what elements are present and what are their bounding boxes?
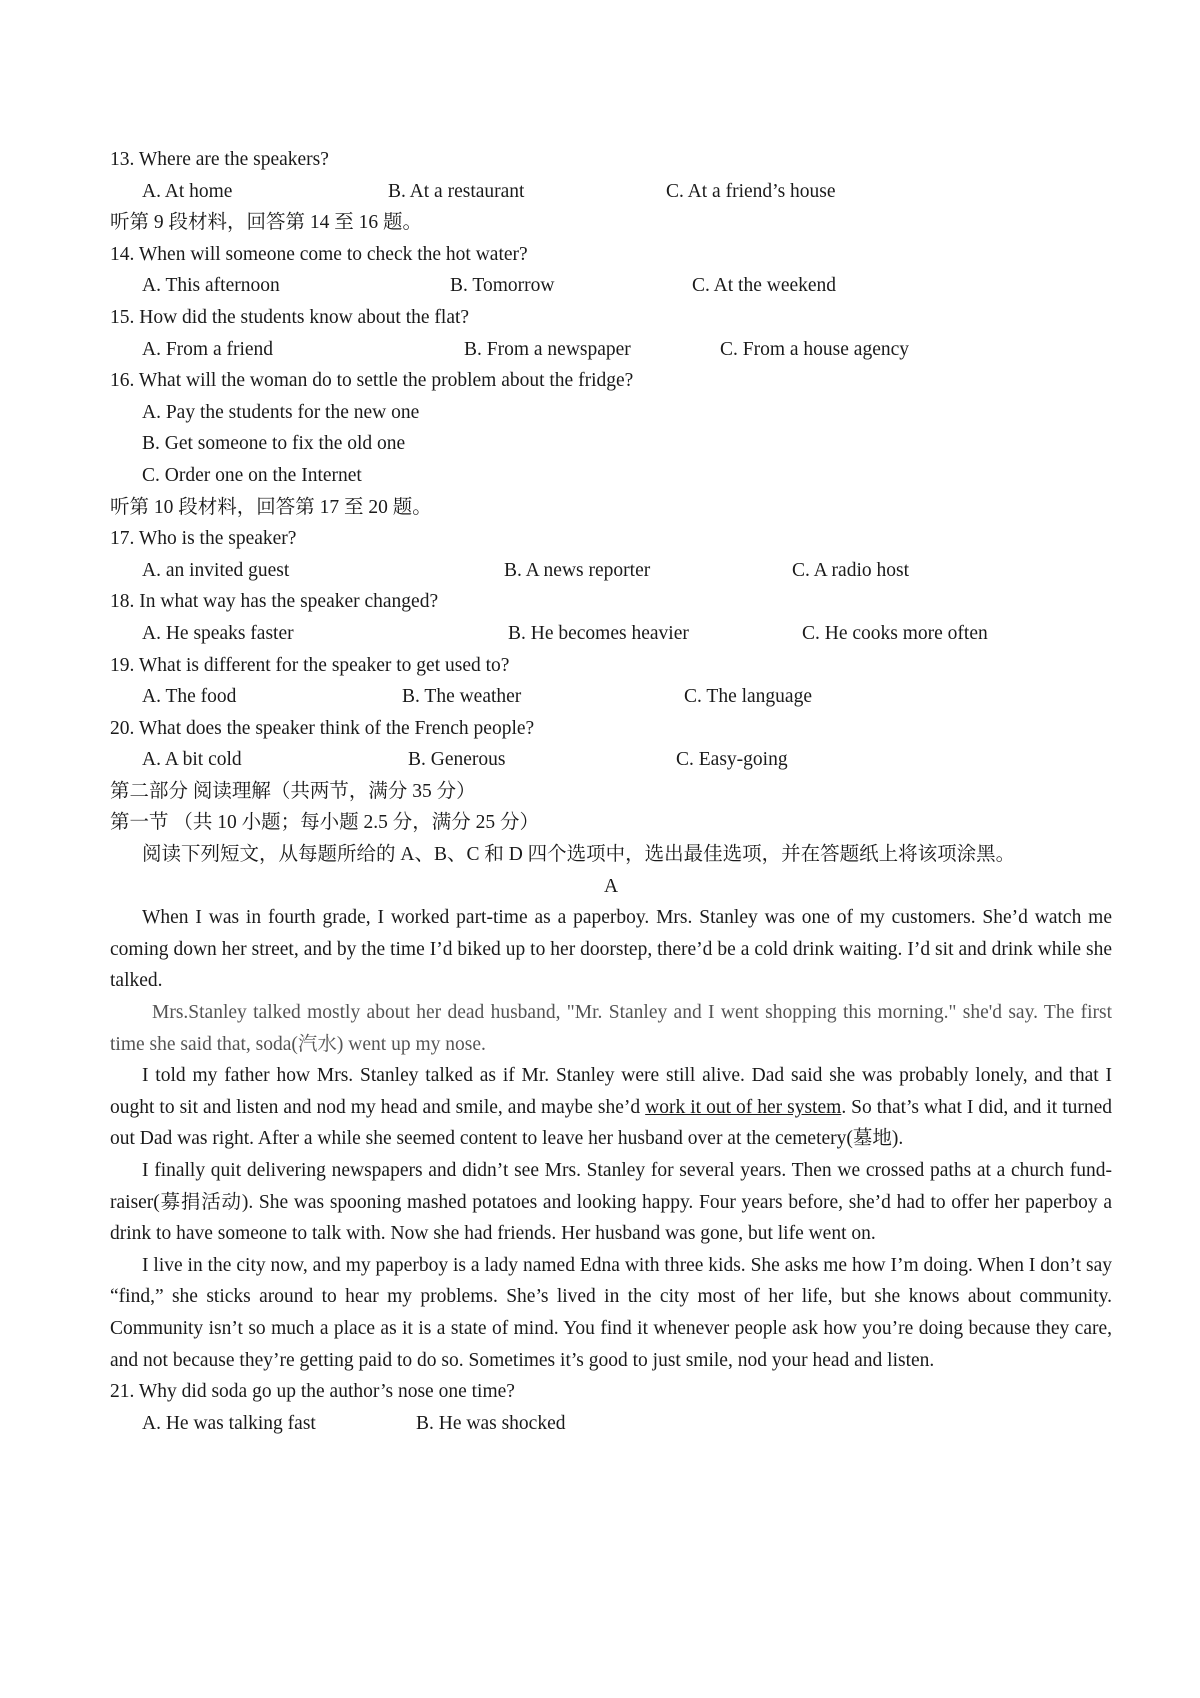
part-two-heading: 第二部分 阅读理解（共两节，满分 35 分） (110, 780, 476, 802)
option-b: B. A news reporter (504, 559, 651, 581)
passage-paragraph-1: When I was in fourth grade, I worked part-time as a paperboy. Mrs. Stanley was one of my customers. She’d watch me coming down her street, and by the time I’d biked up to her doorstep, there’d be a cold drink waiting. I’d sit and drink while she talked. (110, 907, 1112, 992)
passage-paragraph-2: Mrs.Stanley talked mostly about her dead husband, "Mr. Stanley and I went shopping this morning." she'd say. The first time she said that, soda(汽水) went up my nose. (110, 1002, 1112, 1055)
section-heading-10: 听第 10 段材料，回答第 17 至 20 题。 (110, 496, 432, 518)
option-a: A. He was talking fast (142, 1412, 316, 1434)
option-b: B. He was shocked (416, 1412, 566, 1434)
question-16: 16. What will the woman do to settle the problem about the fridge? (110, 370, 634, 392)
question-13: 13. Where are the speakers? (110, 149, 329, 170)
passage-paragraph-4: I finally quit delivering newspapers and didn’t see Mrs. Stanley for several years. Then we crossed paths at a church fund-raiser(募捐活动). She was spooning mashed potatoes and looking happy. Four years before, she’d had to offer her paperboy a drink to have someone to talk with. Now she had friends. Her husband was gone, but life went on. (110, 1160, 1112, 1245)
option-c: C. Order one on the Internet (142, 464, 362, 486)
question-21: 21. Why did soda go up the author’s nose one time? (110, 1381, 515, 1403)
option-c: C. A radio host (792, 559, 910, 581)
question-15-options (110, 334, 1112, 366)
question-20-options (110, 744, 1112, 776)
option-a: A. Pay the students for the new one (142, 401, 420, 423)
option-a: A. At home (142, 180, 233, 202)
option-a: A. This afternoon (142, 275, 280, 297)
question-17: 17. Who is the speaker? (110, 528, 297, 550)
exam-page (110, 144, 1112, 1439)
option-b: B. The weather (402, 686, 522, 708)
option-c: C. At the weekend (692, 275, 837, 297)
option-c: C. From a house agency (720, 338, 910, 360)
option-b: B. Tomorrow (450, 275, 555, 297)
question-18-options (110, 618, 1112, 650)
option-c: C. The language (684, 686, 812, 708)
question-17-options (110, 555, 1112, 587)
instruction: 阅读下列短文，从每题所给的 A、B、C 和 D 四个选项中，选出最佳选项，并在答题纸上将该项涂黑。 (142, 844, 1016, 866)
option-a: A. From a friend (142, 338, 274, 360)
option-c: C. At a friend’s house (666, 180, 836, 202)
option-b: B. From a newspaper (464, 338, 631, 360)
option-a: A. an invited guest (142, 559, 290, 581)
question-18: 18. In what way has the speaker changed? (110, 591, 439, 613)
question-19-options (110, 681, 1112, 713)
option-b: B. Get someone to fix the old one (142, 433, 406, 455)
question-20: 20. What does the speaker think of the French people? (110, 717, 535, 739)
passage-label: A (603, 875, 619, 897)
passage-paragraph-5: I live in the city now, and my paperboy is a lady named Edna with three kids. She asks me how I’m doing. When I don’t say “find,” she sticks around to hear my problems. She’s lived in the city most of her life, but she knows about community. Community isn’t so much a place as it is a state of mind. You find it whenever people ask how you’re doing because they care, and not because they’re getting paid to do so. Sometimes it’s good to just smile, nod your head and listen. (110, 1254, 1112, 1371)
question-19: 19. What is different for the speaker to get used to? (110, 654, 510, 676)
paragraph-text: . So that’s what I did, and it turned out Dad was right. After a while she seemed content to leave her husband over at the cemetery(墓地). (110, 1096, 1113, 1150)
question-15: 15. How did the students know about the flat? (110, 306, 470, 328)
section-one-heading: 第一节 （共 10 小题；每小题 2.5 分，满分 25 分） (110, 812, 540, 834)
option-a: A. The food (142, 686, 237, 708)
option-c: C. Easy-going (676, 749, 788, 771)
question-14-options (110, 270, 1112, 302)
option-a: A. A bit cold (142, 749, 242, 771)
paragraph-text: I told my father how Mrs. Stanley talked as if Mr. Stanley were still alive. Dad said she was probably lonely, and that I ought to sit and listen and nod my head and smile, and maybe she’d (110, 1065, 1112, 1118)
option-b: B. At a restaurant (388, 180, 525, 202)
option-b: B. Generous (408, 749, 506, 771)
underlined-phrase: work it out of her system (645, 1096, 842, 1118)
question-14: 14. When will someone come to check the hot water? (110, 243, 528, 265)
question-21-options (110, 1408, 1112, 1440)
option-b: B. He becomes heavier (508, 622, 689, 644)
question-13-options (110, 176, 1112, 208)
passage-paragraph-3 (110, 1060, 1112, 1155)
option-a: A. He speaks faster (142, 622, 294, 644)
section-heading-9: 听第 9 段材料，回答第 14 至 16 题。 (110, 212, 423, 234)
option-c: C. He cooks more often (802, 622, 988, 644)
